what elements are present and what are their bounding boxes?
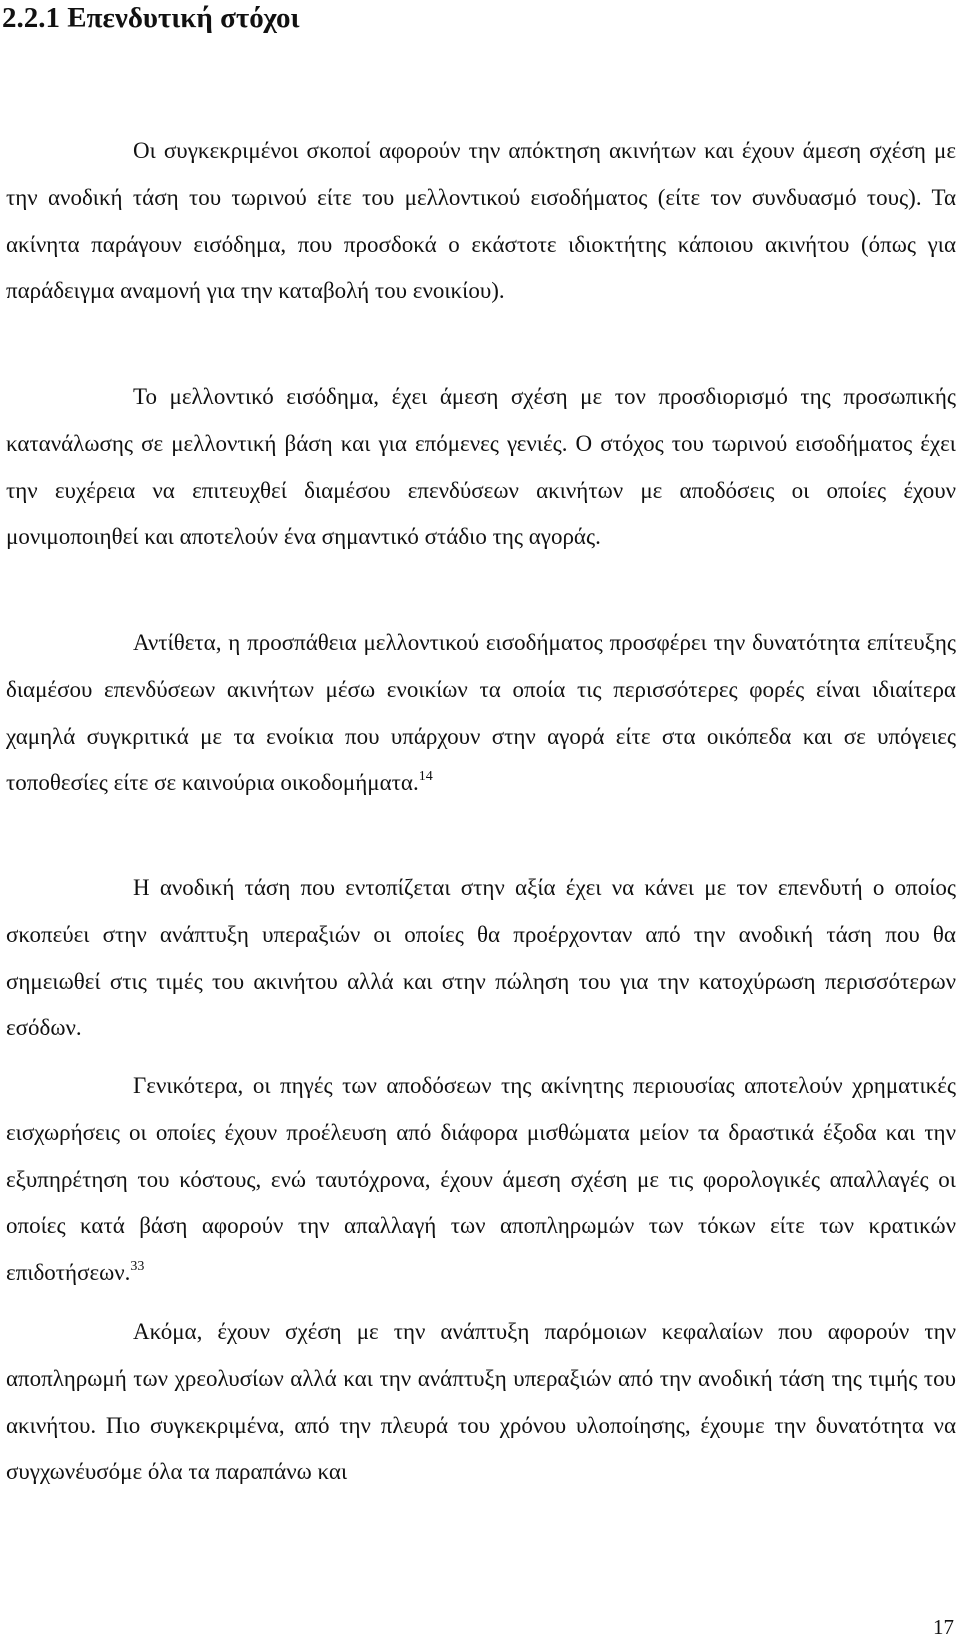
section-heading: 2.2.1 Επενδυτική στόχοι	[2, 2, 300, 34]
paragraph	[6, 620, 956, 807]
paragraph	[6, 865, 956, 1052]
page-number: 17	[933, 1615, 954, 1639]
paragraph	[6, 128, 956, 315]
paragraph	[6, 1063, 956, 1297]
paragraph-text: Γενικότερα, οι πηγές των αποδόσεων της ακίνητης περιουσίας αποτελούν χρηματικές εισχωρήσεις οι οποίες έχουν προέλευση από διάφορα μισθώματα μείον τα δραστικά έξοδα και την εξυπηρέτηση του κόστους, ενώ ταυτόχρονα, έχουν άμεση σχέση με τις φορολογικές απαλλαγές οι οποίες κατά βάση αφορούν την απαλλαγή των αποπληρωμών των τόκων είτε των κρατικών επιδοτήσεων.	[6, 1073, 956, 1286]
paragraph	[6, 1309, 956, 1496]
paragraph-text: Η ανοδική τάση που εντοπίζεται στην αξία έχει να κάνει με τον επενδυτή ο οποίος σκοπεύει στην ανάπτυξη υπεραξιών οι οποίες θα προέρχονταν από την ανοδική τάση που θα σημειωθεί στις τιμές του ακινήτου αλλά και στην πώληση του για την κατοχύρωση περισσότερων εσόδων.	[6, 875, 956, 1041]
paragraph-text: Το μελλοντικό εισόδημα, έχει άμεση σχέση με τον προσδιορισμό της προσωπικής κατανάλωσης σε μελλοντική βάση και για επόμενες γενιές. Ο στόχος του τωρινού εισοδήματος έχει την ευχέρεια να επιτευχθεί διαμέσου επενδύσεων ακινήτων με αποδόσεις οι οποίες έχουν μονιμοποιηθεί και αποτελούν ένα σημαντικό στάδιο της αγοράς.	[6, 384, 956, 550]
paragraph-text: Αντίθετα, η προσπάθεια μελλοντικού εισοδήματος προσφέρει την δυνατότητα επίτευξης διαμέσου επενδύσεων ακινήτων μέσω ενοικίων τα οποία τις περισσότερες φορές είναι ιδιαίτερα χαμηλά συγκριτικά με τα ενοίκια που υπάρχουν στην αγορά είτε στα οικόπεδα και σε υπόγειες τοποθεσίες είτε σε καινούρια οικοδομήματα.	[6, 630, 956, 796]
paragraph-text: Οι συγκεκριμένοι σκοποί αφορούν την απόκτηση ακινήτων και έχουν άμεση σχέση με την ανοδική τάση του τωρινού είτε του μελλοντικού εισοδήματος (είτε τον συνδυασμό τους). Τα ακίνητα παράγουν εισόδημα, που προσδοκά ο εκάστοτε ιδιοκτήτης κάποιου ακινήτου (όπως για παράδειγμα αναμονή για την καταβολή του ενοικίου).	[6, 138, 956, 304]
footnote-marker: 14	[418, 769, 433, 785]
paragraph	[6, 374, 956, 561]
paragraph-text: Ακόμα, έχουν σχέση με την ανάπτυξη παρόμοιων κεφαλαίων που αφορούν την αποπληρωμή των χρεολυσίων αλλά και την ανάπτυξη υπεραξιών από την ανοδική τάση της τιμής του ακινήτου. Πιο συγκεκριμένα, από την πλευρά του χρόνου υλοποίησης, έχουμε την δυνατότητα να συγχωνέυσόμε όλα τα παραπάνω και	[6, 1319, 956, 1485]
footnote-marker: 33	[130, 1259, 145, 1275]
